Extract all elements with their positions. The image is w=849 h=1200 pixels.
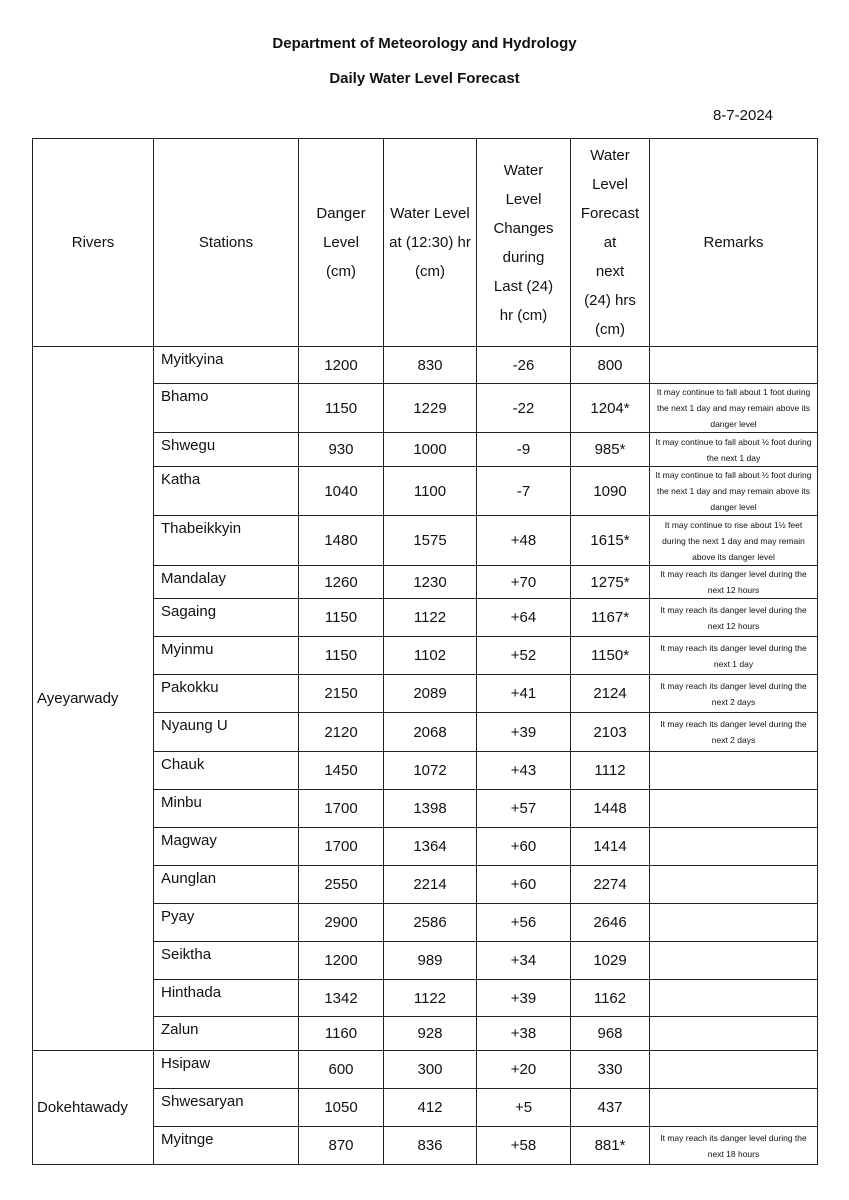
col-rivers: Rivers	[33, 139, 154, 347]
station-name: Seiktha	[154, 942, 299, 980]
wl-l3: (cm)	[415, 263, 445, 280]
remarks-cell	[650, 752, 818, 790]
danger-level: 2150	[299, 675, 384, 713]
forecast-level: 1090	[571, 467, 650, 516]
remarks-cell: It may reach its danger level during the next 12 hours	[650, 566, 818, 599]
danger-level: 1050	[299, 1089, 384, 1127]
fc-l4: at	[603, 234, 617, 251]
level-change: +52	[477, 637, 571, 675]
danger-level: 1200	[299, 942, 384, 980]
water-level: 928	[384, 1017, 477, 1051]
remarks-cell: It may reach its danger level during the next 18 hours	[650, 1127, 818, 1165]
water-level: 830	[384, 347, 477, 384]
station-name: Hinthada	[154, 980, 299, 1017]
forecast-level: 1414	[571, 828, 650, 866]
river-name: Ayeyarwady	[33, 347, 154, 1051]
col-danger-level	[299, 139, 384, 347]
level-change: +56	[477, 904, 571, 942]
water-level: 2214	[384, 866, 477, 904]
col-stations: Stations	[154, 139, 299, 347]
forecast-date: 8-7-2024	[712, 107, 773, 124]
forecast-level: 1150*	[571, 637, 650, 675]
danger-level: 1700	[299, 790, 384, 828]
remarks-cell	[650, 1089, 818, 1127]
station-name: Shwesaryan	[154, 1089, 299, 1127]
danger-l3: (cm)	[326, 263, 356, 280]
station-name: Aunglan	[154, 866, 299, 904]
water-level: 1102	[384, 637, 477, 675]
forecast-level: 968	[571, 1017, 650, 1051]
level-change: -9	[477, 433, 571, 467]
forecast-title: Daily Water Level Forecast	[329, 70, 520, 87]
water-level: 1398	[384, 790, 477, 828]
water-level: 2586	[384, 904, 477, 942]
level-change: +41	[477, 675, 571, 713]
ch-l3: Changes	[493, 219, 554, 237]
remarks-cell: It may continue to fall about 1 foot during the next 1 day and may remain above its danger level	[650, 384, 818, 433]
remarks-cell	[650, 790, 818, 828]
fc-l1: Water	[590, 147, 630, 164]
forecast-level: 1167*	[571, 599, 650, 637]
ch-l4: during	[502, 248, 545, 266]
water-level: 1072	[384, 752, 477, 790]
station-name: Shwegu	[154, 433, 299, 467]
water-level: 1000	[384, 433, 477, 467]
fc-l3: Forecast	[580, 205, 640, 222]
danger-level: 2900	[299, 904, 384, 942]
station-name: Katha	[154, 467, 299, 516]
fc-l7: (cm)	[595, 321, 625, 338]
danger-l2: Level	[323, 234, 359, 251]
station-name: Bhamo	[154, 384, 299, 433]
station-name: Minbu	[154, 790, 299, 828]
ch-l5: Last (24)	[493, 277, 554, 295]
water-level: 989	[384, 942, 477, 980]
water-level: 836	[384, 1127, 477, 1165]
station-name: Mandalay	[154, 566, 299, 599]
water-level: 1122	[384, 599, 477, 637]
remarks-cell: It may reach its danger level during the next 1 day	[650, 637, 818, 675]
water-level: 2089	[384, 675, 477, 713]
forecast-level: 1615*	[571, 516, 650, 566]
fc-l5: next	[595, 263, 625, 280]
remarks-cell: It may reach its danger level during the next 2 days	[650, 675, 818, 713]
level-change: -26	[477, 347, 571, 384]
water-level-table	[32, 138, 818, 1165]
level-change: +5	[477, 1089, 571, 1127]
level-change: +57	[477, 790, 571, 828]
forecast-level: 437	[571, 1089, 650, 1127]
level-change: +60	[477, 866, 571, 904]
level-change: +34	[477, 942, 571, 980]
danger-level: 2120	[299, 713, 384, 752]
station-name: Thabeikkyin	[154, 516, 299, 566]
danger-level: 1150	[299, 637, 384, 675]
station-name: Pakokku	[154, 675, 299, 713]
station-name: Hsipaw	[154, 1051, 299, 1089]
remarks-cell	[650, 1051, 818, 1089]
level-change: +39	[477, 980, 571, 1017]
danger-l1: Danger	[316, 205, 366, 222]
water-level: 1100	[384, 467, 477, 516]
level-change: -22	[477, 384, 571, 433]
forecast-level: 2646	[571, 904, 650, 942]
col-level-changes	[477, 139, 571, 347]
level-change: +58	[477, 1127, 571, 1165]
danger-level: 1342	[299, 980, 384, 1017]
remarks-cell: It may continue to fall about ½ foot during the next 1 day and may remain above its danger level	[650, 467, 818, 516]
fc-l6: (24) hrs	[584, 292, 636, 309]
department-title: Department of Meteorology and Hydrology	[272, 35, 577, 52]
table-row	[33, 1051, 818, 1089]
danger-level: 600	[299, 1051, 384, 1089]
ch-l6: hr (cm)	[499, 306, 548, 324]
level-change: +48	[477, 516, 571, 566]
water-level: 300	[384, 1051, 477, 1089]
forecast-level: 1029	[571, 942, 650, 980]
level-change: +38	[477, 1017, 571, 1051]
col-forecast	[571, 139, 650, 347]
water-level: 2068	[384, 713, 477, 752]
forecast-level: 985*	[571, 433, 650, 467]
water-level: 1229	[384, 384, 477, 433]
remarks-cell	[650, 347, 818, 384]
forecast-level: 1275*	[571, 566, 650, 599]
danger-level: 1200	[299, 347, 384, 384]
station-name: Myinmu	[154, 637, 299, 675]
forecast-level: 1204*	[571, 384, 650, 433]
fc-l2: Level	[592, 176, 628, 193]
forecast-level: 1112	[571, 752, 650, 790]
level-change: +64	[477, 599, 571, 637]
level-change: -7	[477, 467, 571, 516]
remarks-cell	[650, 942, 818, 980]
water-level: 1230	[384, 566, 477, 599]
forecast-level: 1162	[571, 980, 650, 1017]
forecast-level: 881*	[571, 1127, 650, 1165]
danger-level: 1480	[299, 516, 384, 566]
remarks-cell: It may reach its danger level during the next 12 hours	[650, 599, 818, 637]
danger-level: 1150	[299, 384, 384, 433]
level-change: +39	[477, 713, 571, 752]
remarks-cell	[650, 904, 818, 942]
wl-l1: Water Level	[390, 205, 470, 222]
forecast-level: 330	[571, 1051, 650, 1089]
remarks-cell	[650, 1017, 818, 1051]
level-change: +70	[477, 566, 571, 599]
danger-level: 930	[299, 433, 384, 467]
station-name: Zalun	[154, 1017, 299, 1051]
station-name: Magway	[154, 828, 299, 866]
danger-level: 1260	[299, 566, 384, 599]
ch-l1: Water	[503, 161, 544, 179]
remarks-cell: It may continue to fall about ½ foot during the next 1 day	[650, 433, 818, 467]
level-change: +43	[477, 752, 571, 790]
danger-level: 870	[299, 1127, 384, 1165]
danger-level: 1160	[299, 1017, 384, 1051]
river-name: Dokehtawady	[33, 1051, 154, 1165]
station-name: Myitkyina	[154, 347, 299, 384]
remarks-cell	[650, 828, 818, 866]
water-level: 1575	[384, 516, 477, 566]
col-water-level	[384, 139, 477, 347]
danger-level: 1700	[299, 828, 384, 866]
station-name: Sagaing	[154, 599, 299, 637]
water-level: 1122	[384, 980, 477, 1017]
station-name: Pyay	[154, 904, 299, 942]
header-row	[33, 139, 818, 347]
forecast-level: 2274	[571, 866, 650, 904]
remarks-cell: It may continue to rise about 1½ feet during the next 1 day and may remain above its danger level	[650, 516, 818, 566]
danger-level: 1150	[299, 599, 384, 637]
table-row	[33, 347, 818, 384]
station-name: Chauk	[154, 752, 299, 790]
forecast-level: 2103	[571, 713, 650, 752]
water-level: 412	[384, 1089, 477, 1127]
remarks-cell	[650, 980, 818, 1017]
forecast-level: 800	[571, 347, 650, 384]
col-remarks: Remarks	[650, 139, 818, 347]
station-name: Myitnge	[154, 1127, 299, 1165]
forecast-level: 1448	[571, 790, 650, 828]
level-change: +60	[477, 828, 571, 866]
danger-level: 1040	[299, 467, 384, 516]
danger-level: 1450	[299, 752, 384, 790]
forecast-level: 2124	[571, 675, 650, 713]
ch-l2: Level	[505, 190, 542, 208]
danger-level: 2550	[299, 866, 384, 904]
remarks-cell: It may reach its danger level during the next 2 days	[650, 713, 818, 752]
level-change: +20	[477, 1051, 571, 1089]
station-name: Nyaung U	[154, 713, 299, 752]
wl-l2: at (12:30) hr	[389, 234, 471, 251]
water-level: 1364	[384, 828, 477, 866]
remarks-cell	[650, 866, 818, 904]
